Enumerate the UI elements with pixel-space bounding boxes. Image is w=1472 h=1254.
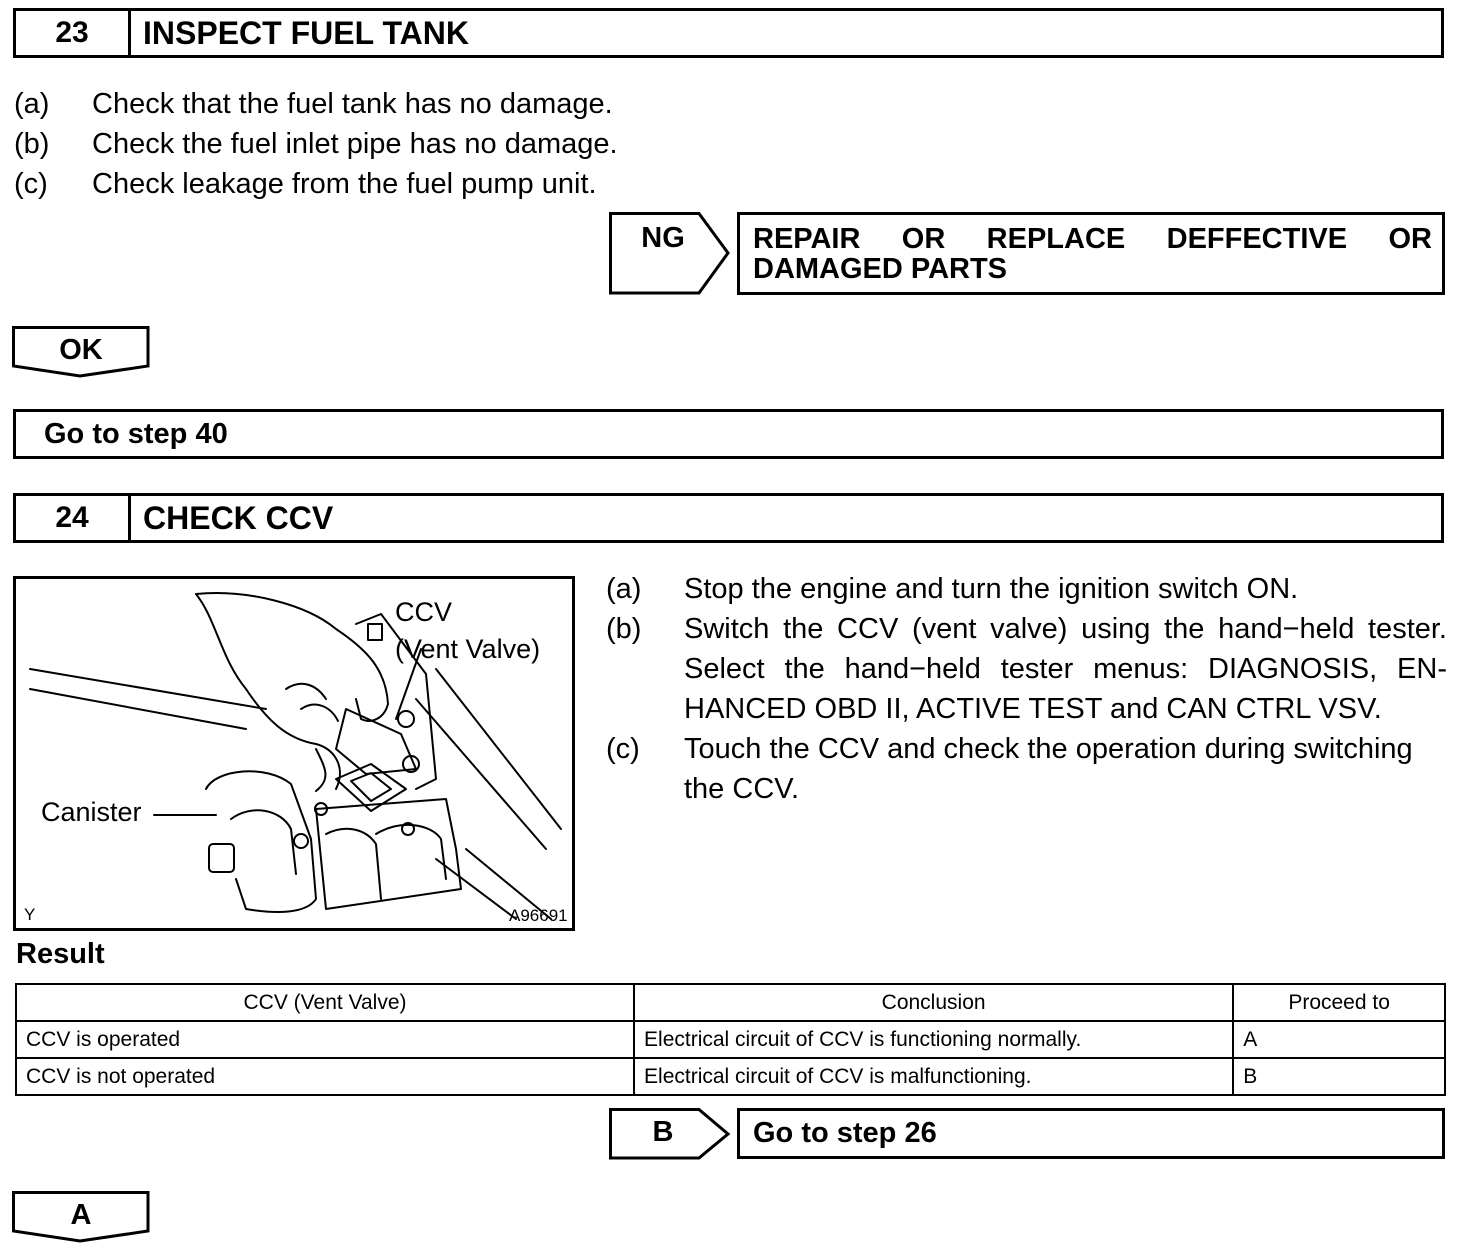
list-item <box>606 729 1447 809</box>
base-panel <box>316 799 461 909</box>
canister-body <box>206 771 316 912</box>
item-text: Touch the CCV and check the operation during switching the CCV. <box>684 733 1413 805</box>
list-item <box>606 609 1447 729</box>
item-label: (b) <box>606 613 642 645</box>
table-header: Proceed to <box>1233 984 1445 1021</box>
table-header: CCV (Vent Valve) <box>16 984 634 1021</box>
item-label: (a) <box>606 573 642 605</box>
item-label: (c) <box>606 733 640 765</box>
pipe-line <box>30 669 266 709</box>
ok-label: OK <box>59 334 103 366</box>
canister-port <box>209 844 234 872</box>
ng-label: NG <box>641 222 685 254</box>
table-cell: CCV is not operated <box>16 1058 634 1095</box>
table-cell: B <box>1233 1058 1445 1095</box>
a-tag <box>12 1191 150 1243</box>
figure-id: A96691 <box>509 906 568 925</box>
ng-word: REPAIR <box>753 223 861 255</box>
ng-result-box <box>737 212 1445 295</box>
pipe-line <box>436 669 561 829</box>
ng-result-line-2: DAMAGED PARTS <box>753 253 1008 285</box>
pipe-line <box>30 689 246 729</box>
step-23-header <box>13 8 1444 58</box>
item-text: Switch the CCV (vent valve) using the hand−held tester. Select the hand−held tester menus: DIAGNOSIS, EN-HANCED OBD II, ACTIVE TEST and CAN CTRL VSV. <box>684 613 1447 725</box>
ng-word: OR <box>1388 223 1432 255</box>
list-item <box>14 164 914 204</box>
bracket-hole <box>368 624 382 640</box>
result-heading: Result <box>16 938 105 970</box>
step-23-check-list <box>14 84 914 204</box>
b-label: B <box>652 1116 674 1148</box>
step-24-number: 24 <box>16 496 131 540</box>
step-24-title: CHECK CCV <box>143 499 334 536</box>
item-label: (a) <box>14 88 50 120</box>
canister-detail <box>231 810 296 874</box>
base-detail <box>326 829 381 899</box>
table-header: Conclusion <box>634 984 1233 1021</box>
result-table <box>15 983 1446 1096</box>
item-text: Check that the fuel tank has no damage. <box>92 88 613 120</box>
figure-corner-label: Y <box>24 905 36 924</box>
a-label: A <box>70 1199 92 1231</box>
step-24-instruction-list <box>606 569 1447 809</box>
step-24-header <box>13 493 1444 543</box>
goto-step-26: Go to step 26 <box>737 1108 1445 1159</box>
item-text: Check the fuel inlet pipe has no damage. <box>92 128 618 160</box>
table-cell: A <box>1233 1021 1445 1058</box>
step-23-title: INSPECT FUEL TANK <box>143 14 469 51</box>
table-cell: Electrical circuit of CCV is functioning normally. <box>634 1021 1233 1058</box>
ccv-drawing <box>16 579 575 931</box>
ccv-illustration <box>13 576 575 931</box>
ccv-label: CCV <box>395 597 453 627</box>
list-item <box>14 84 914 124</box>
ng-word: DEFFECTIVE <box>1166 223 1348 255</box>
table-row <box>16 1021 1445 1058</box>
goto-step-40: Go to step 40 <box>13 409 1444 459</box>
b-tag <box>609 1108 731 1160</box>
list-item <box>14 124 914 164</box>
canister-bolt <box>294 834 308 848</box>
finger-lines <box>286 684 338 721</box>
item-label: (b) <box>14 128 50 160</box>
ok-tag <box>12 326 150 378</box>
pipe-line <box>436 859 516 919</box>
table-row <box>16 1058 1445 1095</box>
step-23-number: 23 <box>16 11 131 55</box>
canister-label: Canister <box>41 797 142 827</box>
item-label: (c) <box>14 168 48 200</box>
finger-lines <box>316 749 325 791</box>
ng-tag <box>609 212 731 296</box>
list-item <box>606 569 1447 609</box>
ng-result-line-1 <box>753 224 1442 254</box>
ng-word: OR <box>901 223 946 255</box>
table-cell: Electrical circuit of CCV is malfunctioning. <box>634 1058 1233 1095</box>
ng-word: REPLACE <box>986 223 1126 255</box>
table-header-row <box>16 984 1445 1021</box>
table-cell: CCV is operated <box>16 1021 634 1058</box>
vent-valve-label: (Vent Valve) <box>395 634 541 664</box>
item-text: Stop the engine and turn the ignition switch ON. <box>684 573 1299 605</box>
connector-inner <box>351 773 391 801</box>
valve-bolt <box>398 711 414 727</box>
item-text: Check leakage from the fuel pump unit. <box>92 168 597 200</box>
